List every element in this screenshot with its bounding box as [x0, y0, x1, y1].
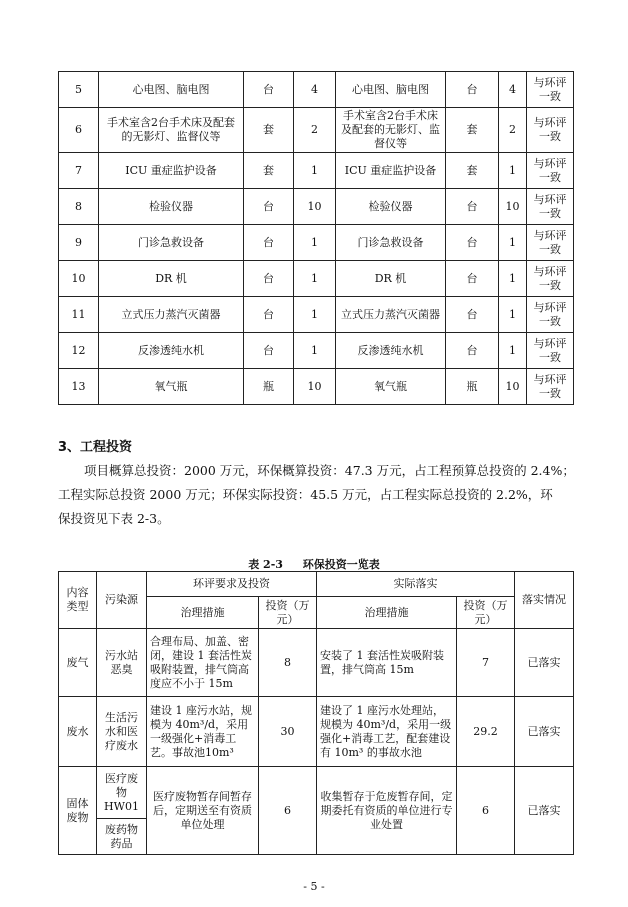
cell-investment: 8: [259, 629, 317, 697]
cell-qty: 1: [294, 333, 336, 369]
cell-actual-investment: 7: [457, 629, 515, 697]
cell-measure: 医疗废物暂存间暂存后，定期送至有资质单位处理: [147, 767, 259, 855]
cell-unit: 台: [244, 189, 294, 225]
cell-name: 立式压力蒸汽灭菌器: [99, 297, 244, 333]
table-row: [59, 72, 574, 108]
header-actual-investment: 投资（万元）: [457, 597, 515, 629]
cell-type: 废水: [59, 697, 97, 767]
cell-status: 与环评一致: [527, 261, 574, 297]
cell-unit: 台: [244, 333, 294, 369]
cell-unit: 瓶: [244, 369, 294, 405]
cell-name: 检验仪器: [99, 189, 244, 225]
cell-status: 与环评一致: [527, 333, 574, 369]
header-actual-measure: 治理措施: [317, 597, 457, 629]
header-eia-group: 环评要求及投资: [147, 572, 317, 597]
cell-name-actual: 立式压力蒸汽灭菌器: [336, 297, 446, 333]
cell-name-actual: 门诊急救设备: [336, 225, 446, 261]
cell-qty: 10: [294, 369, 336, 405]
cell-no: 5: [59, 72, 99, 108]
cell-source: 污水站恶臭: [97, 629, 147, 697]
cell-qty-actual: 1: [499, 225, 527, 261]
cell-unit: 台: [244, 261, 294, 297]
cell-unit: 台: [244, 225, 294, 261]
cell-actual-measure: 建设了 1 座污水处理站，规模为 40m³/d，采用一级强化+消毒工艺，配套建设有 10m³ 的事故水池: [317, 697, 457, 767]
cell-name-actual: DR 机: [336, 261, 446, 297]
cell-qty: 1: [294, 297, 336, 333]
header-measure: 治理措施: [147, 597, 259, 629]
cell-unit-actual: 套: [446, 108, 499, 153]
header-content-type: 内容类型: [59, 572, 97, 629]
cell-no: 13: [59, 369, 99, 405]
cell-qty: 4: [294, 72, 336, 108]
cell-status: 已落实: [515, 629, 574, 697]
cell-qty: 1: [294, 261, 336, 297]
cell-name-actual: 氧气瓶: [336, 369, 446, 405]
cell-no: 9: [59, 225, 99, 261]
cell-status: 与环评一致: [527, 153, 574, 189]
table-row: [59, 333, 574, 369]
cell-qty: 10: [294, 189, 336, 225]
cell-no: 10: [59, 261, 99, 297]
cell-unit: 台: [244, 297, 294, 333]
cell-status: 与环评一致: [527, 297, 574, 333]
cell-name-actual: 检验仪器: [336, 189, 446, 225]
cell-no: 12: [59, 333, 99, 369]
cell-investment: 6: [259, 767, 317, 855]
cell-unit: 套: [244, 153, 294, 189]
table-row: [59, 108, 574, 153]
cell-qty-actual: 1: [499, 153, 527, 189]
cell-status: 与环评一致: [527, 225, 574, 261]
cell-no: 11: [59, 297, 99, 333]
cell-name-actual: 手术室含2台手术床及配套的无影灯、监督仪等: [336, 108, 446, 153]
table-row: [59, 261, 574, 297]
cell-actual-investment: 6: [457, 767, 515, 855]
cell-name: 心电图、脑电图: [99, 72, 244, 108]
header-pollution-source: 污染源: [97, 572, 147, 629]
cell-qty-actual: 1: [499, 261, 527, 297]
cell-source: 医疗废物HW01: [97, 767, 147, 819]
cell-qty-actual: 10: [499, 189, 527, 225]
table-number: 表 2-3: [248, 558, 283, 571]
cell-name: 门诊急救设备: [99, 225, 244, 261]
cell-no: 7: [59, 153, 99, 189]
cell-unit-actual: 套: [446, 153, 499, 189]
cell-unit-actual: 台: [446, 72, 499, 108]
header-investment: 投资（万元）: [259, 597, 317, 629]
cell-unit-actual: 台: [446, 333, 499, 369]
cell-unit-actual: 台: [446, 261, 499, 297]
cell-qty: 1: [294, 153, 336, 189]
table-row: [59, 697, 574, 767]
cell-qty-actual: 4: [499, 72, 527, 108]
cell-unit: 套: [244, 108, 294, 153]
table-row: [59, 153, 574, 189]
cell-source: 废药物药品: [97, 819, 147, 855]
table-row: [59, 297, 574, 333]
section-heading: 3、工程投资: [58, 440, 133, 455]
cell-qty-actual: 10: [499, 369, 527, 405]
cell-name: 手术室含2台手术床及配套的无影灯、监督仪等: [99, 108, 244, 153]
cell-name: DR 机: [99, 261, 244, 297]
table-row: [59, 767, 574, 819]
cell-status: 与环评一致: [527, 108, 574, 153]
cell-name: 氧气瓶: [99, 369, 244, 405]
cell-investment: 30: [259, 697, 317, 767]
cell-unit-actual: 台: [446, 189, 499, 225]
table-row: [59, 225, 574, 261]
table-row: [59, 189, 574, 225]
cell-actual-investment: 29.2: [457, 697, 515, 767]
cell-actual-measure: 安装了 1 套活性炭吸附装置，排气筒高 15m: [317, 629, 457, 697]
paragraph-line: 项目概算总投资：2000 万元，环保概算投资：47.3 万元，占工程预算总投资的 2.4%；: [84, 463, 575, 478]
cell-unit: 台: [244, 72, 294, 108]
cell-qty: 2: [294, 108, 336, 153]
investment-paragraph: [58, 459, 573, 531]
cell-actual-measure: 收集暂存于危废暂存间，定期委托有资质的单位进行专业处置: [317, 767, 457, 855]
header-implemented: 落实情况: [515, 572, 574, 629]
cell-status: 与环评一致: [527, 72, 574, 108]
cell-unit-actual: 瓶: [446, 369, 499, 405]
cell-status: 已落实: [515, 767, 574, 855]
cell-status: 与环评一致: [527, 189, 574, 225]
cell-qty: 1: [294, 225, 336, 261]
cell-name-actual: ICU 重症监护设备: [336, 153, 446, 189]
table-caption: [0, 556, 628, 572]
cell-no: 6: [59, 108, 99, 153]
paragraph-line: 工程实际总投资 2000 万元；环保实际投资：45.5 万元，占工程实际总投资的 2.2%，环: [58, 487, 553, 502]
cell-qty-actual: 2: [499, 108, 527, 153]
cell-source: 生活污水和医疗废水: [97, 697, 147, 767]
cell-unit-actual: 台: [446, 225, 499, 261]
cell-measure: 建设 1 座污水站，规模为 40m³/d，采用一级强化+消毒工艺。事故池10m³: [147, 697, 259, 767]
cell-no: 8: [59, 189, 99, 225]
page-number: - 5 -: [303, 880, 325, 893]
paragraph-line: 保投资见下表 2-3。: [58, 511, 170, 526]
table-row: [59, 629, 574, 697]
cell-measure: 合理布局、加盖、密闭，建设 1 套活性炭吸附装置，排气筒高度应不小于 15m: [147, 629, 259, 697]
cell-name-actual: 反渗透纯水机: [336, 333, 446, 369]
cell-type: 废气: [59, 629, 97, 697]
cell-type: 固体废物: [59, 767, 97, 855]
cell-qty-actual: 1: [499, 297, 527, 333]
table-row: [59, 369, 574, 405]
cell-name: ICU 重症监护设备: [99, 153, 244, 189]
header-actual-group: 实际落实: [317, 572, 515, 597]
cell-qty-actual: 1: [499, 333, 527, 369]
equipment-table: [58, 71, 574, 405]
cell-status: 与环评一致: [527, 369, 574, 405]
cell-name-actual: 心电图、脑电图: [336, 72, 446, 108]
table-title: 环保投资一览表: [302, 558, 380, 571]
cell-status: 已落实: [515, 697, 574, 767]
cell-name: 反渗透纯水机: [99, 333, 244, 369]
investment-table: [58, 571, 574, 855]
cell-unit-actual: 台: [446, 297, 499, 333]
